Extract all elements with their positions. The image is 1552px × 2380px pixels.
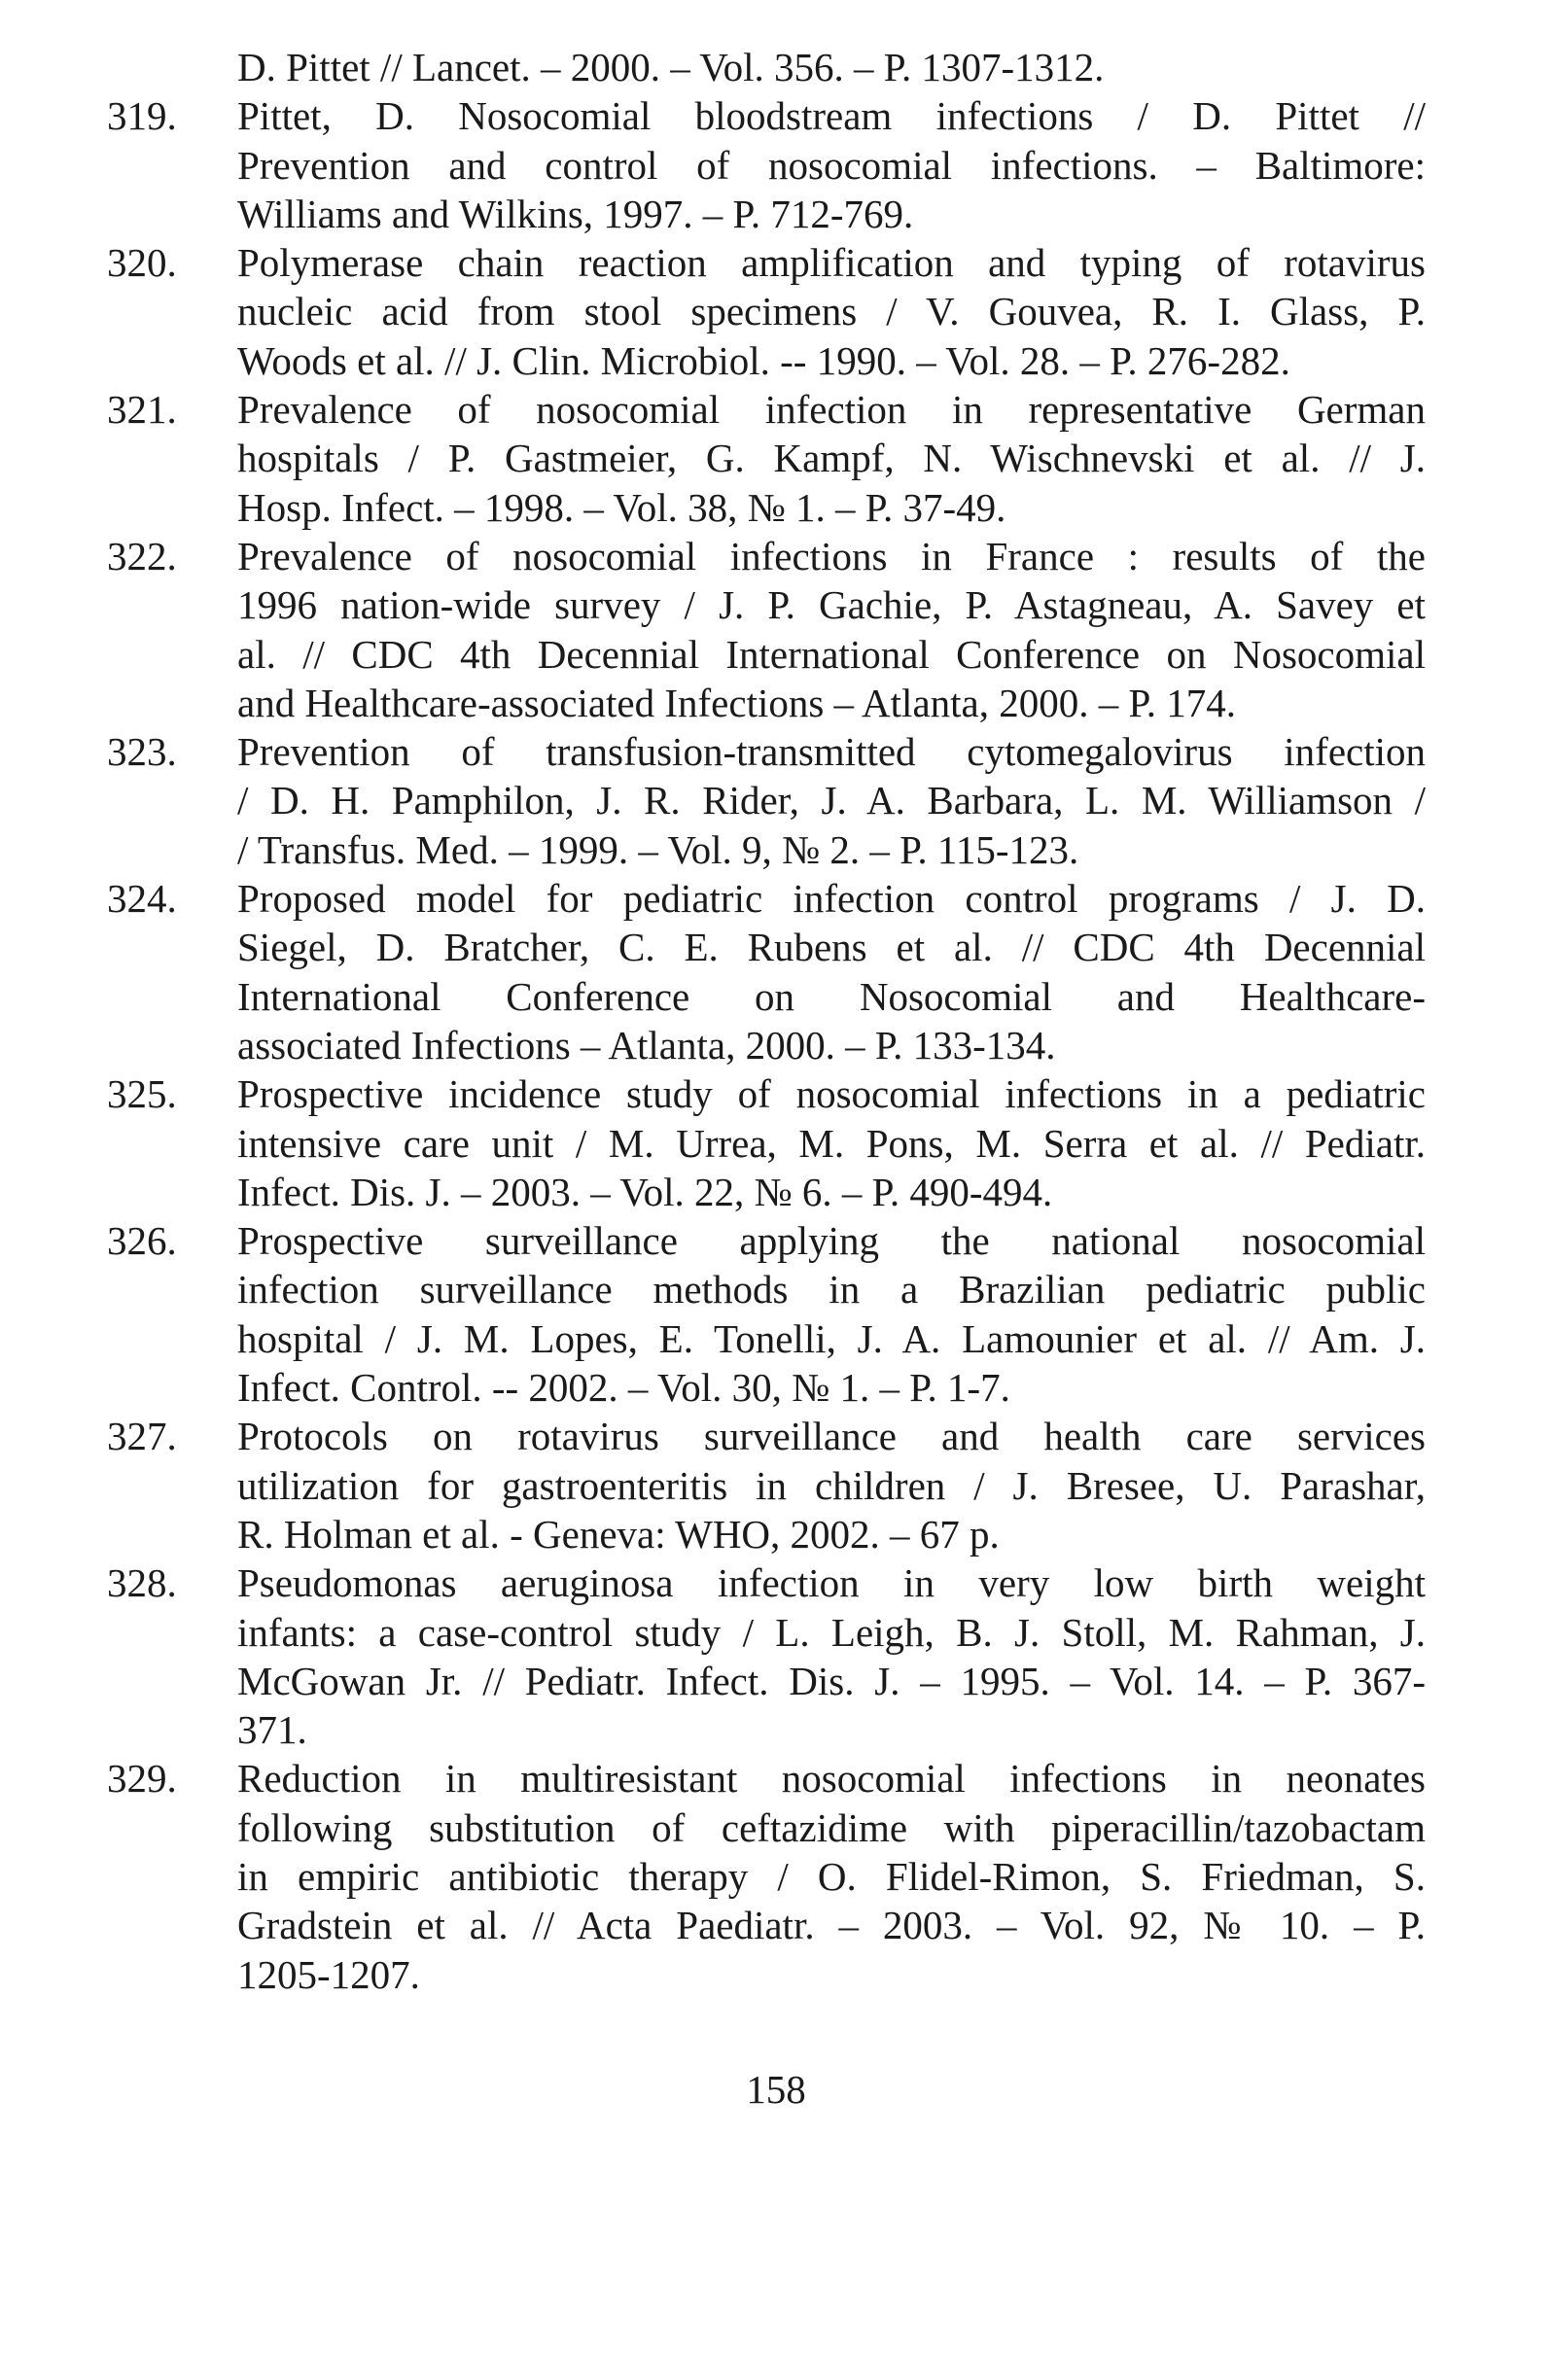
reference-line: International Conference on Nosocomial and Healthcare- xyxy=(237,973,1426,1019)
reference-line: 1205-1207. xyxy=(237,1951,420,1997)
reference-number: 319. xyxy=(107,93,177,139)
reference-number: 327. xyxy=(107,1414,177,1459)
reference-entry xyxy=(107,385,1426,532)
reference-line: Protocols on rotavirus surveillance and health care services xyxy=(237,1414,1426,1459)
reference-line: following substitution of ceftazidime with piperacillin/tazobactam xyxy=(237,1804,1426,1850)
reference-line: Pseudomonas aeruginosa infection in very low birth weight xyxy=(237,1560,1426,1606)
reference-line: hospital / J. M. Lopes, E. Tonelli, J. A. Lamounier et al. // Am. J. xyxy=(237,1315,1426,1361)
reference-entry xyxy=(107,1216,1426,1412)
reference-line: infants: a case-control study / L. Leigh, B. J. Stoll, M. Rahman, J. xyxy=(237,1609,1426,1655)
reference-line: McGowan Jr. // Pediatr. Infect. Dis. J. – 1995. – Vol. 14. – P. 367- xyxy=(237,1658,1426,1703)
reference-entry xyxy=(107,1754,1426,1998)
reference-line: associated Infections – Atlanta, 2000. – P. 133-134. xyxy=(237,1022,1056,1068)
reference-line: al. // CDC 4th Decennial International Conference on Nosocomial xyxy=(237,631,1426,677)
reference-line: utilization for gastroenteritis in children / J. Bresee, U. Parashar, xyxy=(237,1462,1426,1508)
reference-line: Infect. Control. -- 2002. – Vol. 30, № 1. – P. 1-7. xyxy=(237,1365,1010,1411)
reference-line: Prevention of transfusion-transmitted cytomegalovirus infection xyxy=(237,729,1426,775)
reference-line: nucleic acid from stool specimens / V. Gouvea, R. I. Glass, P. xyxy=(237,289,1426,334)
reference-line: Pittet, D. Nosocomial bloodstream infections / D. Pittet // xyxy=(237,93,1426,139)
reference-line: Polymerase chain reaction amplification and typing of rotavirus xyxy=(237,240,1426,286)
reference-entry xyxy=(107,532,1426,727)
reference-entry xyxy=(107,238,1426,385)
reference-line: Infect. Dis. J. – 2003. – Vol. 22, № 6. – P. 490-494. xyxy=(237,1169,1053,1214)
reference-line: Reduction in multiresistant nosocomial infections in neonates xyxy=(237,1756,1426,1802)
reference-line: Prospective surveillance applying the national nosocomial xyxy=(237,1218,1426,1264)
reference-line: 371. xyxy=(237,1707,307,1753)
reference-line: Siegel, D. Bratcher, C. E. Rubens et al. // CDC 4th Decennial xyxy=(237,925,1426,970)
reference-entry xyxy=(107,1412,1426,1558)
reference-number: 323. xyxy=(107,729,177,775)
reference-line: Prevalence of nosocomial infection in representative German xyxy=(237,387,1426,433)
reference-line: Prevalence of nosocomial infections in France : results of the xyxy=(237,533,1426,578)
reference-number: 321. xyxy=(107,387,177,433)
page-number: 158 xyxy=(746,2067,806,2112)
reference-number: 329. xyxy=(107,1756,177,1802)
reference-line: D. Pittet // Lancet. – 2000. – Vol. 356. – P. 1307-1312. xyxy=(237,45,1105,89)
reference-line: Prospective incidence study of nosocomial infections in a pediatric xyxy=(237,1071,1426,1117)
reference-number: 324. xyxy=(107,876,177,922)
reference-continuation xyxy=(237,43,1426,91)
reference-line: R. Holman et al. - Geneva: WHO, 2002. – 67 p. xyxy=(237,1511,1000,1557)
reference-line: Proposed model for pediatric infection control programs / J. D. xyxy=(237,876,1426,922)
reference-line: 1996 nation-wide survey / J. P. Gachie, P. Astagneau, A. Savey et xyxy=(237,582,1426,628)
reference-line: Hosp. Infect. – 1998. – Vol. 38, № 1. – P. 37-49. xyxy=(237,484,1006,530)
reference-entry xyxy=(107,1558,1426,1754)
reference-entry xyxy=(107,1069,1426,1216)
reference-number: 328. xyxy=(107,1560,177,1606)
reference-line: and Healthcare-associated Infections – Atlanta, 2000. – P. 174. xyxy=(237,680,1236,725)
reference-line: Williams and Wilkins, 1997. – P. 712-769. xyxy=(237,191,914,236)
reference-number: 320. xyxy=(107,240,177,286)
reference-number: 322. xyxy=(107,533,177,578)
reference-entry xyxy=(107,874,1426,1069)
reference-line: Woods et al. // J. Clin. Microbiol. -- 1990. – Vol. 28. – P. 276-282. xyxy=(237,337,1290,383)
reference-list xyxy=(107,43,1426,1999)
reference-entry xyxy=(107,727,1426,874)
reference-line: hospitals / P. Gastmeier, G. Kampf, N. Wischnevski et al. // J. xyxy=(237,436,1426,481)
reference-line: Prevention and control of nosocomial infections. – Baltimore: xyxy=(237,142,1426,188)
reference-line: infection surveillance methods in a Brazilian pediatric public xyxy=(237,1267,1426,1312)
reference-line: in empiric antibiotic therapy / O. Flidel-Rimon, S. Friedman, S. xyxy=(237,1853,1426,1899)
reference-number: 326. xyxy=(107,1218,177,1264)
reference-line: Gradstein et al. // Acta Paediatr. – 2003. – Vol. 92, № 10. – P. xyxy=(237,1903,1426,1948)
reference-line: / D. H. Pamphilon, J. R. Rider, J. A. Barbara, L. M. Williamson / xyxy=(237,778,1426,823)
reference-line: / Transfus. Med. – 1999. – Vol. 9, № 2. – P. 115-123. xyxy=(237,826,1079,872)
reference-number: 325. xyxy=(107,1071,177,1117)
reference-entry xyxy=(107,91,1426,238)
reference-line: intensive care unit / M. Urrea, M. Pons, M. Serra et al. // Pediatr. xyxy=(237,1120,1426,1166)
